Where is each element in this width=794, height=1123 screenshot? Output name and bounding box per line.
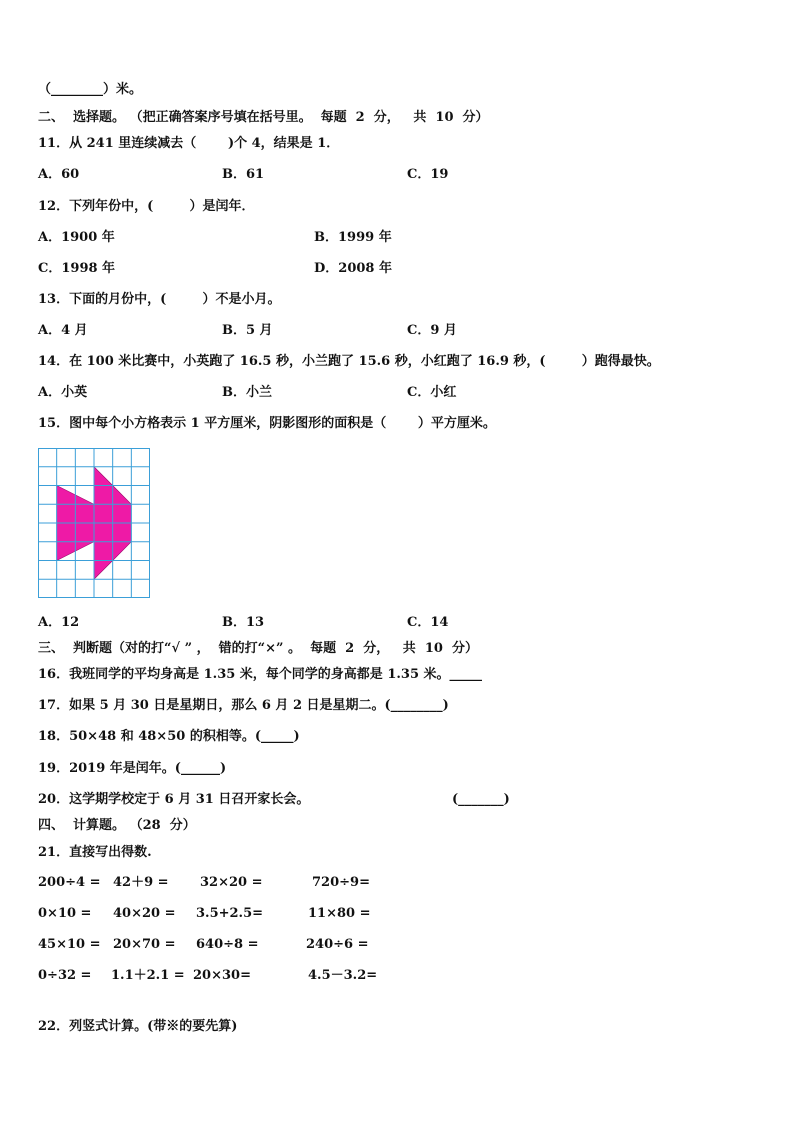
calc-item: 45×10 =: [38, 937, 101, 952]
question-14: 14．在 100 米比赛中，小英跑了 16.5 秒，小兰跑了 15.6 秒，小红跑了 16.9 秒，( ）跑得最快。: [38, 354, 660, 369]
prev-answer-line: （________）米。: [38, 82, 143, 97]
calc-item: 720÷9=: [312, 875, 370, 890]
q13-option-a[interactable]: A．4 月: [38, 323, 88, 338]
section4-title: 四、 计算题。 （28 分）: [38, 818, 196, 833]
area-grid-figure: [38, 448, 150, 598]
calc-item: 11×80 =: [308, 906, 371, 921]
grid-svg: [38, 448, 150, 598]
q12-option-c[interactable]: C．1998 年: [38, 261, 116, 276]
q12-option-b[interactable]: B．1999 年: [314, 230, 392, 245]
section2-title: 二、 选择题。 （把正确答案序号填在括号里。 每题 2 分， 共 10 分）: [38, 110, 489, 125]
calc-item: 3.5+2.5=: [196, 906, 264, 921]
q14-option-c[interactable]: C．小红: [407, 385, 457, 400]
q14-option-b[interactable]: B．小兰: [222, 385, 272, 400]
calc-item: 32×20 =: [200, 875, 263, 890]
q11-option-a[interactable]: A．60: [38, 167, 80, 182]
calc-item: 20×30=: [193, 968, 251, 983]
question-22: 22．列竖式计算。(带※的要先算): [38, 1019, 238, 1034]
q20-answer-blank[interactable]: (_______): [452, 792, 510, 807]
calc-item: 40×20 =: [113, 906, 176, 921]
question-13: 13．下面的月份中，( ）不是小月。: [38, 292, 281, 307]
calc-item: 1.1＋2.1 =: [111, 968, 185, 983]
q14-option-a[interactable]: A．小英: [38, 385, 88, 400]
q15-option-a[interactable]: A．12: [38, 615, 80, 630]
calc-item: 0×10 =: [38, 906, 92, 921]
question-21: 21．直接写出得数.: [38, 845, 152, 860]
q12-option-a[interactable]: A．1900 年: [38, 230, 115, 245]
section3-title: 三、 判断题（对的打“√ ” ， 错的打“×” 。 每题 2 分， 共 10 分）: [38, 641, 479, 656]
q11-option-c[interactable]: C．19: [407, 167, 449, 182]
q13-option-c[interactable]: C．9 月: [407, 323, 457, 338]
q13-option-b[interactable]: B．5 月: [222, 323, 273, 338]
calc-item: 200÷4 =: [38, 875, 101, 890]
q12-option-d[interactable]: D．2008 年: [314, 261, 392, 276]
q11-option-b[interactable]: B．61: [222, 167, 265, 182]
question-15: 15．图中每个小方格表示 1 平方厘米，阴影图形的面积是（ ）平方厘米。: [38, 416, 496, 431]
calc-item: 240÷6 =: [306, 937, 369, 952]
question-19: 19．2019 年是闰年。(______): [38, 761, 227, 776]
question-20: 20．这学期学校定于 6 月 31 日召开家长会。: [38, 792, 310, 807]
calc-item: 640÷8 =: [196, 937, 259, 952]
q15-option-b[interactable]: B．13: [222, 615, 265, 630]
question-17: 17．如果 5 月 30 日是星期日，那么 6 月 2 日是星期二。(________): [38, 698, 449, 713]
question-12: 12．下列年份中，( ）是闰年．: [38, 199, 255, 214]
calc-item: 0÷32 =: [38, 968, 92, 983]
question-18: 18．50×48 和 48×50 的积相等。(_____): [38, 729, 300, 744]
q15-option-c[interactable]: C．14: [407, 615, 449, 630]
question-16: 16．我班同学的平均身高是 1.35 米，每个同学的身高都是 1.35 米。_____: [38, 667, 483, 682]
calc-item: 20×70 =: [113, 937, 176, 952]
calc-item: 42＋9 =: [113, 875, 169, 890]
question-11: 11．从 241 里连续减去（ )个 4，结果是 1．: [38, 136, 340, 151]
calc-item: 4.5－3.2=: [308, 968, 378, 983]
grid-lines: [38, 448, 150, 598]
